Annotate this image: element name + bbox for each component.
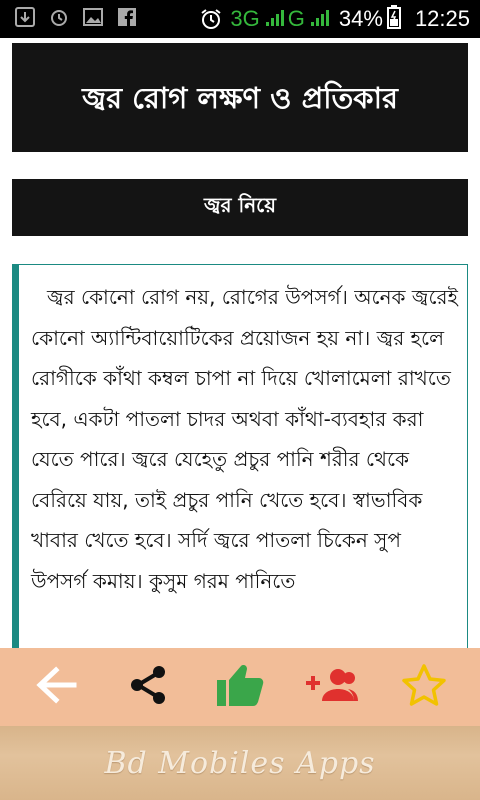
system-status	[200, 4, 470, 34]
add-user-icon	[304, 665, 360, 709]
download-notification-icon	[14, 6, 36, 28]
ad-banner[interactable]	[0, 726, 480, 800]
article-content-card[interactable]	[12, 264, 468, 664]
facebook-notification-icon	[116, 6, 138, 28]
page-title: জ্বর রোগ লক্ষণ ও প্রতিকার	[82, 80, 398, 115]
network-3g-label: 3G	[230, 6, 260, 31]
favorite-button[interactable]	[389, 652, 459, 722]
share-icon	[126, 663, 170, 711]
signal-icon	[264, 6, 284, 32]
signal-icon-2	[309, 6, 329, 32]
page-title-box	[12, 43, 468, 152]
share-button[interactable]	[113, 652, 183, 722]
network-g-label: G	[287, 6, 305, 31]
clock: 12:25	[414, 6, 470, 31]
image-notification-icon	[82, 6, 104, 28]
battery-percent: 34%	[338, 6, 383, 31]
section-heading-box	[12, 179, 468, 236]
banner-text: Bd Mobiles Apps	[104, 745, 376, 781]
back-button[interactable]	[21, 652, 91, 722]
alarm-notification-icon	[48, 6, 70, 28]
status-bar	[0, 0, 480, 38]
bottom-toolbar	[0, 648, 480, 726]
section-heading: জ্বর নিয়ে	[203, 193, 277, 217]
alarm-icon	[200, 8, 222, 30]
notification-icons	[14, 6, 138, 28]
add-user-button[interactable]	[297, 652, 367, 722]
article-body: জ্বর কোনো রোগ নয়, রোগের উপসর্গ। অনেক জ্বরেই কোনো অ্যান্টিবায়োটিকের প্রয়োজন হয় না। জ্বর হলে রোগীকে কাঁথা কম্বল চাপা না দিয়ে খোলামেলা রাখতে হবে, একটা পাতলা চাদর অথবা কাঁথা-ব্যবহার করা যেতে পারে। জ্বরে যেহেতু প্রচুর পানি শরীর থেকে বেরিয়ে যায়, তাই প্রচুর পানি খেতে হবে। স্বাভাবিক খাবার খেতে হবে। সর্দি জ্বরে পাতলা চিকেন সুপ উপসর্গ কমায়। কুসুম গরম পানিতে	[31, 285, 458, 593]
thumbs-up-icon	[215, 662, 265, 712]
battery-icon	[387, 5, 401, 33]
arrow-back-icon	[34, 665, 78, 709]
like-button[interactable]	[205, 652, 275, 722]
star-outline-icon	[401, 663, 447, 711]
